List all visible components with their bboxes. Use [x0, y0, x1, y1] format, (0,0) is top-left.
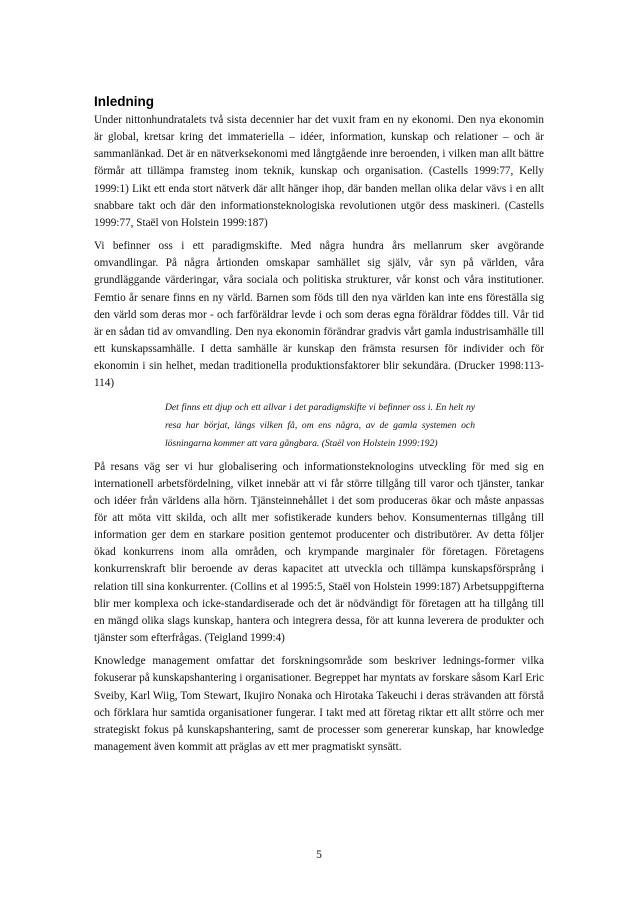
- paragraph-4: Knowledge management omfattar det forskningsområde som beskriver lednings-former vilka fokuserar på kunskapshantering i organisationer. Begreppet har myntats av forskare såsom Karl Eric Sveiby, Karl Wiig, Tom Stewart, Ikujiro Nonaka och Hirotaka Takeuchi i deras strävanden att förstå och förklara hur samtida organisationer fungerar. I takt med att företag riktar ett allt större och mer strategiskt fokus på kunskapshantering, samt de processer som genererar kunskap, har knowledge management även kommit att präglas av ett mer pragmatiskt synsätt.: [94, 655, 544, 753]
- block-quote: Det finns ett djup och ett allvar i det paradigmskifte vi befinner oss i. En helt ny resa har börjat, längs vilken få, om ens några, av de gamla systemen och lösningarna kommer att vara gångbara. (Staël von Holstein 1999:192): [165, 401, 475, 449]
- page-content: [94, 93, 544, 762]
- page-number: 5: [316, 849, 322, 861]
- paragraph-1: Under nittonhundratalets två sista decennier har det vuxit fram en ny ekonomi. Den nya ekonomin är global, kretsar kring det immateriella – idéer, information, kunskap och relationer – och är sammanlänkad. Det är en nätverksekonomi med långtgående inre beroenden, i vilken man allt bättre förmår att tillämpa framsteg inom teknik, kunskap och organisation. (Castells 1999:77, Kelly 1999:1) Likt ett enda stort nätverk där allt hänger ihop, där banden mellan olika delar vävs i en allt snabbare takt och där den informationsteknologiska revolutionen utgör dess maskineri. (Castells 1999:77, Staël von Holstein 1999:187): [94, 114, 544, 229]
- paragraph-2: Vi befinner oss i ett paradigmskifte. Med några hundra års mellanrum sker avgörande omvandlingar. På några årtionden omskapar samhället sig själv, vår syn på världen, våra grundläggande värderingar, våra sociala och politiska strukturer, vår konst och våra institutioner. Femtio år senare finns en ny värld. Barnen som föds till den nya världen kan inte ens föreställa sig den värld som deras mor - och farföräldrar levde i och som deras egna föräldrar föddes till. Vår tid är en sådan tid av omvandling. Den nya ekonomin förändrar gradvis vårt gamla industrisamhälle till ett kunskapssamhälle. I detta samhälle är kunskap den främsta resursen för individer och för ekonomin i sin helhet, medan traditionella produktionsfaktorer blir sekundära. (Drucker 1998:113-114): [94, 240, 544, 390]
- section-heading: Inledning: [94, 94, 154, 109]
- paragraph-3: På resans väg ser vi hur globalisering och informationsteknologins utveckling för med sig en internationell arbetsfördelning, vilket innebär att vi får större tillgång till varor och tjänster, tankar och idéer från världens alla hörn. Tjänsteinnehållet i det som produceras ökar och måste anpassas för att möta vitt skilda, och allt mer sofistikerade kunders behov. Konsumenternas tillgång till information ger dem en starkare position gentemot producenter och distributörer. Av detta följer ökad konkurrens inom alla områden, och krympande marginaler för företagen. Företagens konkurrenskraft blir beroende av deras kapacitet att utveckla och tillämpa kunskapsförsprång i relation till sina konkurrenter. (Collins et al 1995:5, Staël von Holstein 1999:187) Arbetsuppgifterna blir mer komplexa och icke-standardiserade och det är nödvändigt för företagen att ha tillgång till en mängd olika slags kunskap, hantera och integrera dessa, för att kunna leverera de produkter och tjänster som efterfrågas. (Teigland 1999:4): [94, 460, 544, 645]
